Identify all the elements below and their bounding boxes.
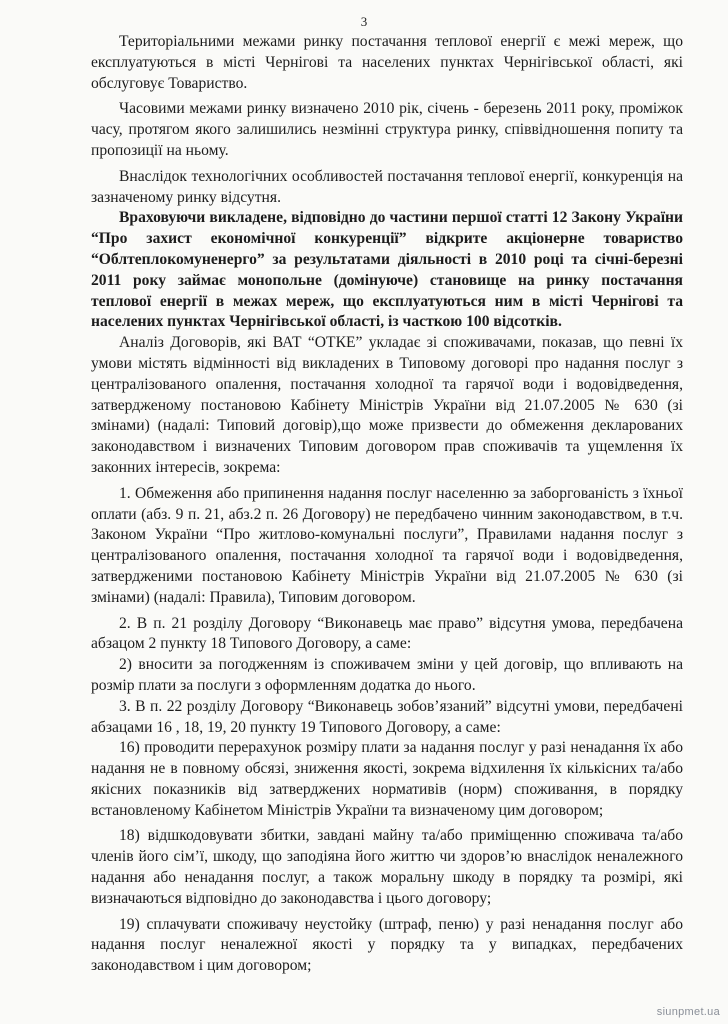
page-number: 3	[360, 14, 368, 29]
paragraph-conclusion: Враховуючи викладене, відповідно до частини першої статті 12 Закону України “Про захист економічної конкуренції” відкрите акціонерне товариство “Облтеплокомуненерго” за результатами діяльності в 2010 році та січні-березні 2011 року займає монопольне (домінуюче) становище на ринку постачання теплової енергії в межах мереж, що експлуатуються ним в місті Чернігові та населених пунктах Чернігівської області, із часткою 100 відсотків.	[91, 209, 683, 331]
paragraph-competition: Внаслідок технологічних особливостей постачання теплової енергії, конкуренція на зазначеному ринку відсутня.	[91, 167, 683, 206]
paragraph-subitem-18: 18) відшкодовувати збитки, завдані майну та/або приміщенню споживача та/або членів його сім’ї, шкоду, що заподіяна його життю чи здоров’ю внаслідок неналежного надання або ненадання послуг, а також моральну шкоду в порядку та розмірі, які визначаються відповідно до законодавства і цього договору;	[91, 827, 683, 907]
paragraph-contract-analysis: Аналіз Договорів, які ВАТ “ОТКЕ” укладає зі споживачами, показав, що певні їх умови містять відмінності від викладених в Типовому договорі про надання послуг з централізованого опалення, постачання холодної та гарячої води і водовідведення, затвердженому постановою Кабінету Міністрів України від 21.07.2005 № 630 (зі змінами) (надалі: Типовий договір),що може призвести до обмеження декларованих законодавством і визначених Типовим договором прав споживачів та ущемлення їх законних інтересів, зокрема:	[91, 334, 683, 476]
paragraph-item-1: 1. Обмеження або припинення надання послуг населенню за заборгованість з їхньої оплати (абз. 9 п. 21, абз.2 п. 26 Договору) не передбачено чинним законодавством, в т.ч. Законом України “Про житлово-комунальні послуги”, Правилами надання послуг з централізованого опалення, постачання холодної та гарячої води і водовідведення, затвердженими постановою Кабінету Міністрів України від 21.07.2005 № 630 (зі змінами) (надалі: Правила), Типовим договором.	[91, 484, 683, 606]
paragraph-item-3: 3. В п. 22 розділу Договору “Виконавець зобов’язаний” відсутні умови, передбачені абзацами 16 , 18, 19, 20 пункту 19 Типового Договору, а саме:	[91, 697, 683, 736]
paragraph-subitem-16: 16) проводити перерахунок розміру плати за надання послуг у разі ненадання їх або надання не в повному обсязі, зниження якості, зокрема відхилення їх кількісних та/або якісних показників від затверджених нормативів (норм) споживання, в порядку встановленому Кабінетом Міністрів України та визначеному цим договором;	[91, 739, 683, 819]
site-watermark: siunpmet.ua	[656, 1006, 720, 1018]
paragraph-time-bounds: Часовими межами ринку визначено 2010 рік, січень - березень 2011 року, проміжок часу, протягом якого залишились незмінні структура ринку, співвідношення попиту та пропозиції на ньому.	[91, 100, 683, 159]
paragraph-item-2: 2. В п. 21 розділу Договору “Виконавець має право” відсутня умова, передбачена абзацом 2 пункту 18 Типового Договору, а саме:	[91, 614, 683, 653]
paragraph-subitem-19: 19) сплачувати споживачу неустойку (штраф, пеню) у разі ненадання послуг або надання послуг неналежної якості у порядку та у випадках, передбачених законодавством і цим договором;	[91, 915, 683, 975]
paragraph-subitem-2: 2) вносити за погодженням із споживачем зміни у цей договір, що впливають на розмір плати за послуги з оформленням додатка до нього.	[91, 656, 683, 694]
paragraph-territorial-bounds: Територіальними межами ринку постачання теплової енергії є межі мереж, що експлуатуються в місті Чернігові та населених пунктах Чернігівської області, які обслуговує Товариство.	[91, 33, 683, 92]
document-body	[91, 32, 683, 977]
